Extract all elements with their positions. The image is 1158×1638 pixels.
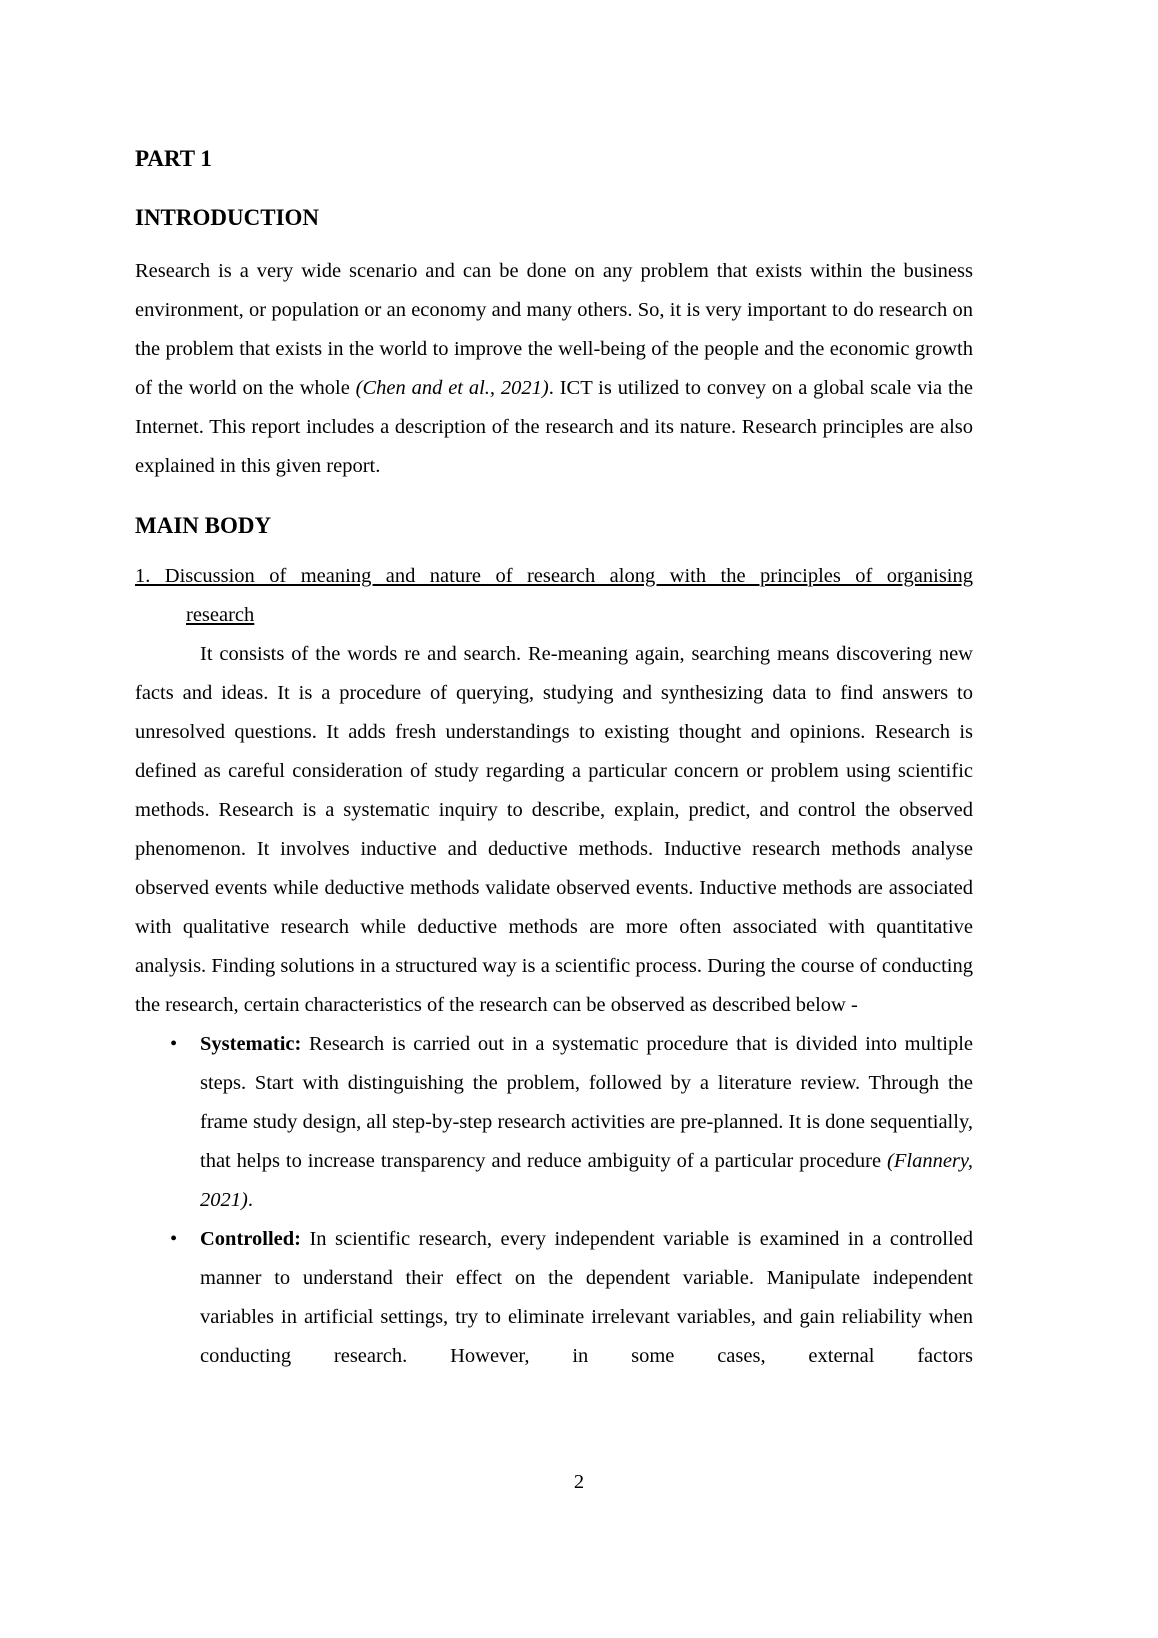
- characteristics-bullet-list: [135, 1025, 973, 1376]
- section-1-heading: [135, 557, 973, 635]
- text-run: Research is carried out in a systematic procedure that is divided into multiple steps. Start with distinguishing the problem, followed by a literature review. Through the frame study design, all step-by-step research activities are pre-planned. It is done sequentially, that helps to increase transparency and reduce ambiguity of a particular procedure: [200, 1033, 973, 1172]
- main-body-heading: MAIN BODY: [135, 513, 272, 538]
- bullet-icon: •: [170, 1228, 178, 1250]
- bullet-item-systematic: [135, 1025, 973, 1220]
- bullet-label: Controlled:: [200, 1228, 301, 1250]
- text-run: .: [247, 1189, 253, 1211]
- part-heading: PART 1: [135, 146, 212, 171]
- text-run: . ICT is utilized to convey on a global scale via the Internet. This report includes a description of the research and its nature. Research principles are also explained in this given report.: [135, 377, 973, 477]
- text-run: In scientific research, every independent variable is examined in a controlled manner to understand their effect on the dependent variable. Manipulate independent variables in artificial settings, try to eliminate irrelevant variables, and gain reliability when conducting research. However, in some cases, external factors: [200, 1228, 973, 1367]
- bullet-icon: •: [170, 1033, 178, 1055]
- citation-text: (Flannery, 2021): [200, 1150, 973, 1211]
- introduction-paragraph: [135, 252, 973, 486]
- bullet-label: Systematic:: [200, 1033, 302, 1055]
- introduction-heading: INTRODUCTION: [135, 205, 320, 230]
- section-1-heading-line2: [135, 596, 973, 635]
- page-number: 2: [573, 1471, 585, 1493]
- section-1-heading-text: 1. Discussion of meaning and nature of research along with the principles of organising: [135, 565, 973, 587]
- section-1-heading-line1: [135, 557, 973, 596]
- text-run: Research is a very wide scenario and can be done on any problem that exists within the business environment, or population or an economy and many others. So, it is very important to do research on the problem that exists in the world to improve the well-being of the people and the economic growth of the world on the whole: [135, 260, 973, 399]
- main-body-paragraph: It consists of the words re and search. Re-meaning again, searching means discovering new facts and ideas. It is a procedure of querying, studying and synthesizing data to find answers to unresolved questions. It adds fresh understandings to existing thought and opinions. Research is defined as careful consideration of study regarding a particular concern or problem using scientific methods. Research is a systematic inquiry to describe, explain, predict, and control the observed phenomenon. It involves inductive and deductive methods. Inductive research methods analyse observed events while deductive methods validate observed events. Inductive methods are associated with qualitative research while deductive methods are more often associated with quantitative analysis. Finding solutions in a structured way is a scientific process. During the course of conducting the research, certain characteristics of the research can be observed as described below -: [135, 643, 973, 1016]
- section-1-heading-text: research: [186, 604, 255, 626]
- bullet-item-controlled: [135, 1220, 973, 1376]
- citation-text: (Chen and et al., 2021): [355, 377, 549, 399]
